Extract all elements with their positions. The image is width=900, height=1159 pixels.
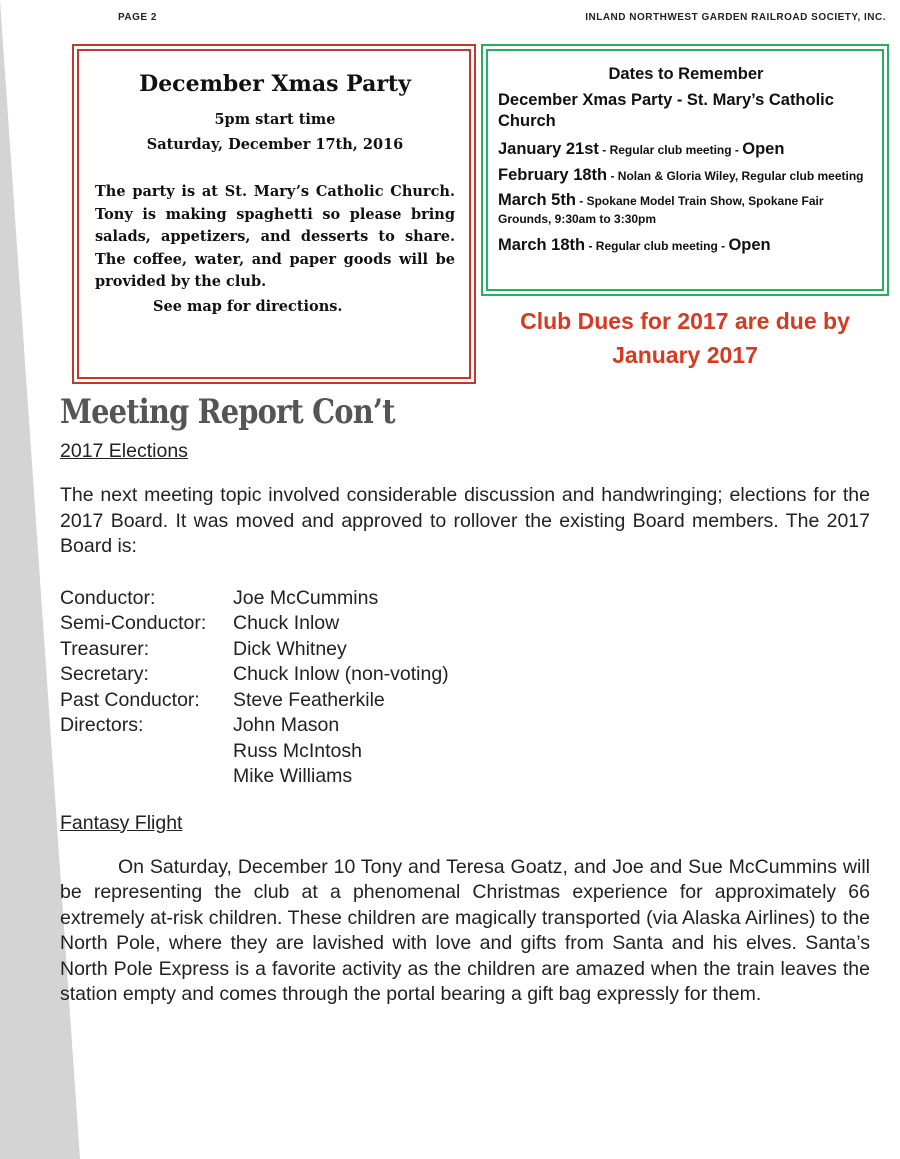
dates-to-remember-box bbox=[481, 44, 889, 296]
party-time: 5pm start time bbox=[214, 111, 336, 128]
board-role: Past Conductor: bbox=[60, 688, 200, 711]
fantasy-flight-heading: Fantasy Flight bbox=[60, 811, 183, 834]
report-title: Meeting Report Con’t bbox=[60, 392, 395, 432]
board-list bbox=[60, 586, 870, 790]
board-member: Mike Williams bbox=[233, 765, 353, 787]
club-dues-notice: Club Dues for 2017 are due by January 2017 bbox=[520, 308, 850, 368]
board-role: Directors: bbox=[60, 714, 144, 736]
board-row bbox=[60, 739, 870, 765]
page-number: PAGE 2 bbox=[118, 12, 157, 23]
board-member: Chuck Inlow bbox=[233, 612, 340, 634]
party-title: December Xmas Party bbox=[139, 71, 411, 97]
date-item bbox=[498, 192, 874, 228]
date-label: January 21st bbox=[498, 140, 599, 158]
board-member: Steve Featherkile bbox=[233, 688, 385, 711]
date-item bbox=[498, 167, 874, 185]
party-map-note: See map for directions. bbox=[153, 297, 343, 315]
dates-inner bbox=[486, 49, 884, 291]
date-description: - Spokane Model Train Show, Spokane Fair Grounds, 9:30am to 3:30pm bbox=[498, 194, 824, 226]
date-item bbox=[498, 235, 874, 256]
board-role: Treasurer: bbox=[60, 637, 150, 660]
date-description: - Regular club meeting - bbox=[585, 239, 729, 253]
board-member: Dick Whitney bbox=[233, 637, 347, 660]
date-item bbox=[498, 139, 874, 160]
board-role: Secretary: bbox=[60, 663, 149, 685]
date-label: February 18th bbox=[498, 166, 608, 184]
date-extra: Open bbox=[742, 140, 785, 158]
board-member: John Mason bbox=[233, 714, 340, 736]
meeting-report bbox=[60, 392, 870, 1008]
date-extra: Open bbox=[728, 236, 771, 254]
xmas-party-inner bbox=[77, 49, 471, 379]
board-row bbox=[60, 586, 870, 612]
board-row bbox=[60, 611, 870, 637]
elections-heading: 2017 Elections bbox=[60, 440, 188, 462]
board-member: Chuck Inlow (non-voting) bbox=[233, 663, 449, 685]
date-description: - Nolan & Gloria Wiley, Regular club meeting bbox=[607, 169, 864, 183]
date-item bbox=[498, 90, 874, 132]
date-description: - Regular club meeting - bbox=[598, 143, 743, 157]
board-row bbox=[60, 764, 870, 790]
board-member: Joe McCummins bbox=[233, 586, 379, 609]
board-role bbox=[60, 764, 233, 790]
board-role bbox=[60, 739, 233, 765]
date-label: December Xmas Party - St. Mary’s Catholic Church bbox=[498, 91, 834, 130]
date-label: March 5th bbox=[498, 191, 576, 209]
board-member: Russ McIntosh bbox=[233, 739, 362, 762]
date-label: March 18th bbox=[498, 236, 586, 254]
board-row bbox=[60, 662, 870, 688]
board-row bbox=[60, 637, 870, 663]
board-row bbox=[60, 713, 870, 739]
board-row bbox=[60, 688, 870, 714]
xmas-party-box bbox=[72, 44, 476, 384]
board-role: Semi-Conductor: bbox=[60, 612, 207, 634]
party-description: The party is at St. Mary’s Catholic Church. Tony is making spaghetti so please bring salads, appetizers, and desserts to share. The coffee, water, and paper goods will be provided by the club. bbox=[95, 183, 455, 290]
party-date: Saturday, December 17th, 2016 bbox=[146, 136, 404, 153]
elections-paragraph: The next meeting topic involved considerable discussion and handwringing; elections for the 2017 Board. It was moved and approved to rollover the existing Board members. The 2017 Board is: bbox=[60, 484, 870, 557]
board-role: Conductor: bbox=[60, 586, 156, 609]
dates-title: Dates to Remember bbox=[608, 65, 764, 83]
organization-name: INLAND NORTHWEST GARDEN RAILROAD SOCIETY, INC. bbox=[585, 12, 886, 23]
fantasy-flight-paragraph: On Saturday, December 10 Tony and Teresa Goatz, and Joe and Sue McCummins will be representing the club at a phenomenal Christmas experience for approximately 66 extremely at-risk children. These children are magically transported (via Alaska Airlines) to the North Pole, where they are lavished with love and gifts from Santa and his elves. Santa’s North Pole Express is a favorite activity as the children are amazed when the train leaves the station empty and comes through the portal bearing a gift bag expressly for them. bbox=[60, 855, 870, 1005]
